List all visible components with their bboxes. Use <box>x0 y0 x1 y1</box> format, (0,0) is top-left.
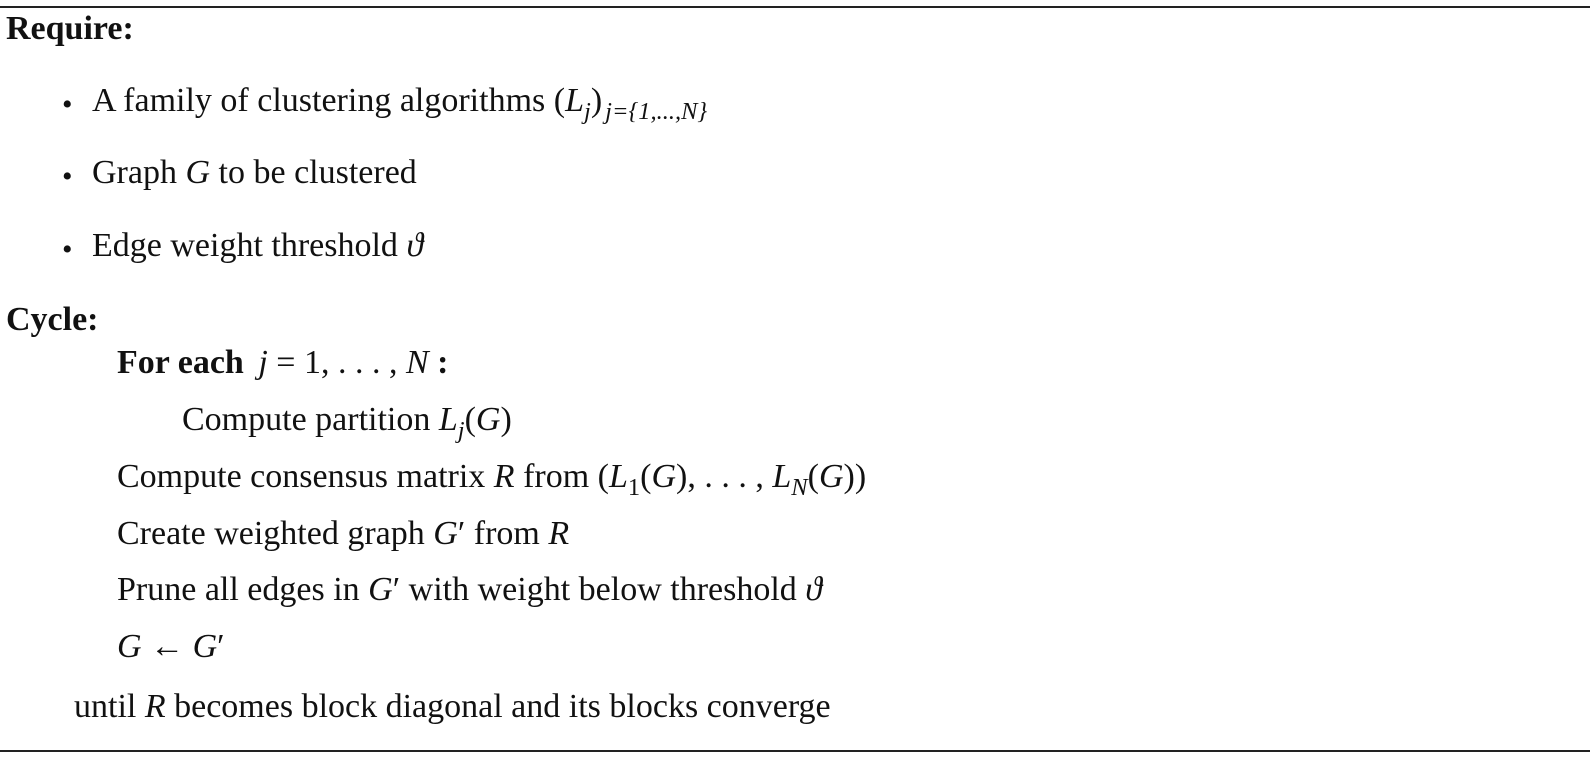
step-create-graph: Create weighted graph G′ from R <box>117 515 570 552</box>
cycle-heading: Cycle: <box>6 301 99 338</box>
top-rule <box>0 6 1590 8</box>
step-assign: G ← G′ <box>117 628 225 665</box>
step-prune-edges: Prune all edges in G′ with weight below threshold ϑ <box>117 571 822 608</box>
bottom-rule <box>0 750 1590 752</box>
requirement-algorithms: A family of clustering algorithms $(L_j)$ $_{j=\{1,...,N\}}$ <box>92 82 708 125</box>
bullet-icon: • <box>62 160 73 193</box>
foreach-line: For each j = 1, . . . , N : <box>117 344 449 381</box>
step-compute-partition: Compute partition $L_j(G)$ <box>182 401 512 444</box>
until-line: until R becomes block diagonal and its blocks converge <box>74 688 831 725</box>
step-compute-consensus: Compute consensus matrix R from ($L_1(G)$, . . . , $L_N(G)$) <box>117 458 867 501</box>
requirement-threshold: Edge weight threshold ϑ <box>92 227 424 264</box>
require-heading: Require: <box>6 10 134 47</box>
requirement-graph: Graph G to be clustered <box>92 154 417 191</box>
bullet-icon: • <box>62 233 73 266</box>
bullet-icon: • <box>62 88 73 121</box>
